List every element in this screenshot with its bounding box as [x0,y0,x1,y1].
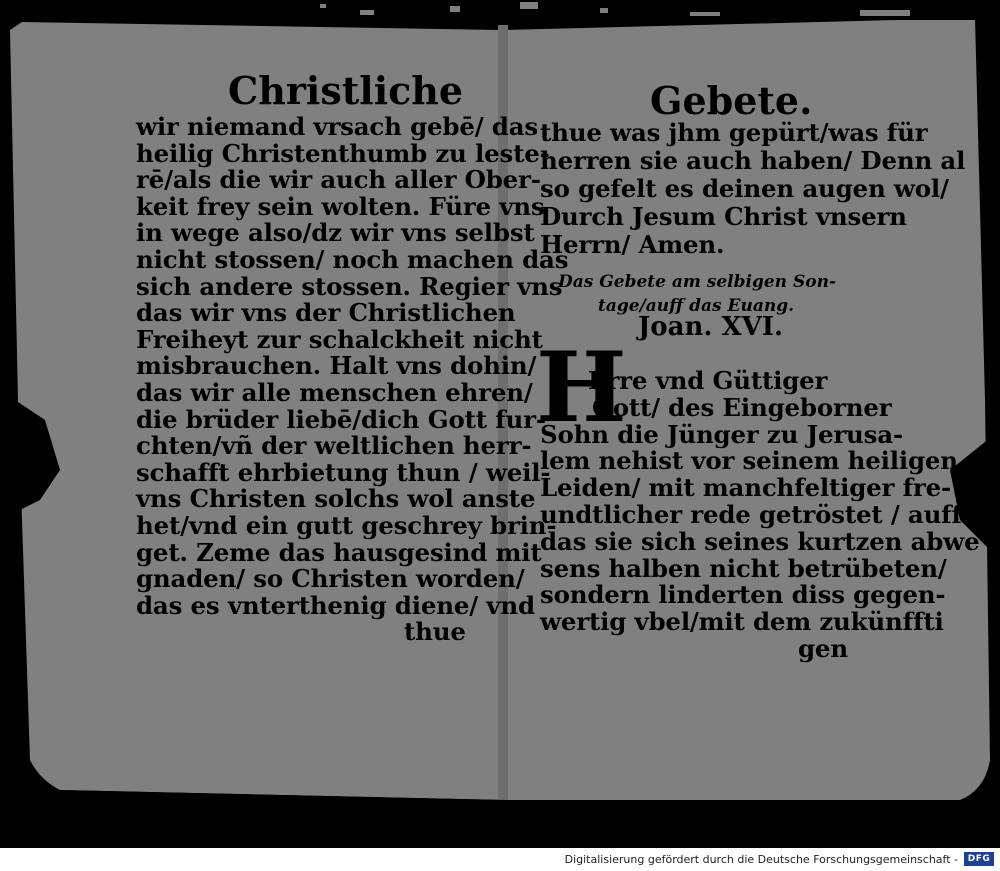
left-line-13: chten/vñ der weltlichen herr- [136,431,532,461]
left-line-18: gnaden/ so Christen worden/ [136,564,525,594]
left-line-8: das wir vns der Christlichen [136,298,516,328]
left-line-10: misbrauchen. Halt vns dohin/ [136,351,537,381]
right-running-head: Gebete. [650,78,813,123]
left-line-3: rē/als die wir auch aller Ober- [136,165,541,195]
prayer-line-6: undtlicher rede getröstet / auff [540,500,962,529]
prayer-line-1: Erre vnd Güttiger [588,366,828,395]
left-line-9: Freiheyt zur schalckheit nicht [136,324,543,354]
left-line-4: keit frey sein wolten. Füre vns [136,191,545,221]
prayer-line-5: Leiden/ mit manchfeltiger fre- [540,473,951,503]
right-line-1: thue was jhm gepürt/was für [540,118,928,147]
prayer-line-9: sondern linderten diss gegen- [540,580,946,610]
left-running-head: Christliche [228,68,464,113]
dfg-logo: DFG [964,852,994,866]
left-line-20: thue [404,617,466,647]
right-line-4: Durch Jesum Christ vnsern [540,202,907,231]
left-line-7: sich andere stossen. Regier vns [136,271,563,301]
right-line-3: so gefelt es deinen augen wol/ [540,174,949,203]
prayer-heading-line-2: tage/auff das Euang. [598,296,795,316]
scripture-reference: Joan. XVI. [638,312,784,342]
prayer-line-11: gen [798,634,848,663]
left-line-16: het/vnd ein gutt geschrey brin- [136,511,557,540]
prayer-line-7: das sie sich seines kurtzen abwe [540,526,980,556]
prayer-line-2: Gott/ des Eingeborner [592,392,892,422]
footer-credit: Digitalisierung gefördert durch die Deutsche Forschungsgemeinschaft - [564,853,958,866]
left-line-14: schafft ehrbietung thun / weil- [136,457,551,487]
right-line-5: Herrn/ Amen. [540,230,725,259]
prayer-line-3: Sohn die Jünger zu Jerusa- [540,419,903,449]
prayer-heading-line-1: Das Gebete am selbigen Son- [558,272,836,292]
right-line-2: herren sie auch haben/ Denn al [540,146,966,175]
prayer-line-10: wertig vbel/mit dem zukünffti [540,607,944,637]
decorated-initial: H [536,331,627,444]
left-line-17: get. Zeme das hausgesind mit [136,537,542,567]
left-line-15: vns Christen solchs wol anste [136,484,536,514]
left-line-11: das wir alle menschen ehren/ [136,378,533,407]
left-line-19: das es vnterthenig diene/ vnd [136,590,535,620]
digitization-footer [0,848,1000,871]
left-line-1: wir niemand vrsach gebē/ das [136,112,538,141]
left-line-6: nicht stossen/ noch machen das [136,245,569,274]
left-line-12: die brüder liebē/dich Gott fur- [136,404,546,434]
prayer-line-8: sens halben nicht betrübeten/ [540,553,947,583]
prayer-line-4: lem nehist vor seinem heiligen [540,446,958,476]
left-line-2: heilig Christenthumb zu leste- [136,138,550,168]
left-line-5: in wege also/dz wir vns selbst [136,218,535,248]
